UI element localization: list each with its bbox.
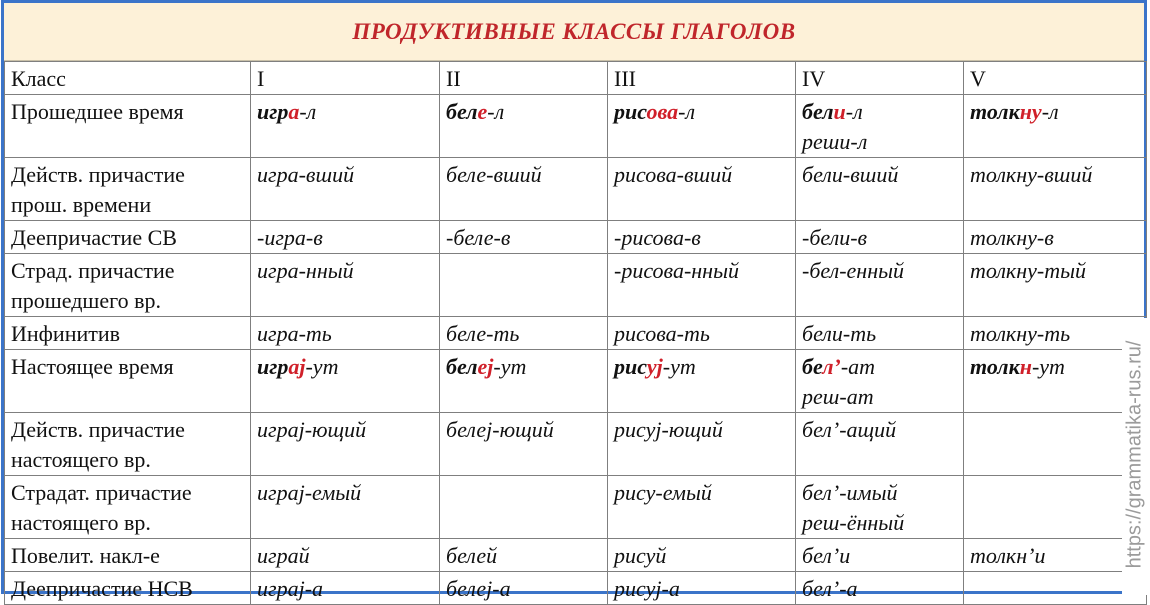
form-segment: -л (487, 99, 505, 124)
row-label-line: Повелит. накл-е (11, 543, 160, 568)
cell-class-iv (796, 476, 964, 539)
form-segment: играj-емый (257, 480, 362, 505)
cell-class-iv (796, 158, 964, 221)
form-segment: рисуj-ющий (614, 417, 723, 442)
form-line (446, 223, 601, 253)
row-label (5, 572, 251, 605)
form-segment: рисуj-а (614, 576, 680, 601)
form-segment: игра-вший (257, 162, 355, 187)
form-segment: толкну-вший (970, 162, 1093, 187)
row-label (5, 539, 251, 572)
form-line (970, 319, 1140, 349)
form-line (257, 574, 433, 604)
form-line (970, 223, 1140, 253)
form-segment: рисова-вший (614, 162, 733, 187)
form-line (802, 223, 957, 253)
form-line (257, 352, 433, 382)
cell-class-iii (608, 413, 796, 476)
form-line (614, 319, 789, 349)
form-segment: -бел-енный (802, 258, 905, 283)
cell-class-v (964, 95, 1147, 158)
cell-class-iii (608, 221, 796, 254)
form-line (257, 541, 433, 571)
cell-class-v (964, 158, 1147, 221)
form-segment: бел (802, 99, 834, 124)
cell-class-ii (440, 317, 608, 350)
form-line (802, 382, 957, 412)
form-segment: белеj-ющий (446, 417, 554, 442)
row-label-line: Страд. причастие (11, 258, 175, 283)
form-segment: реши-л (802, 129, 868, 154)
header-cell-iv: IV (796, 62, 964, 95)
form-segment: -ут (493, 354, 527, 379)
cell-class-i (251, 572, 440, 605)
highlighted-suffix: ова (646, 99, 679, 124)
form-line (802, 352, 957, 382)
form-segment: беле-вший (446, 162, 542, 187)
row-label-line: настоящего вр. (11, 447, 151, 472)
form-line (446, 541, 601, 571)
form-line (970, 541, 1140, 571)
row-label-line: прош. времени (11, 192, 152, 217)
watermark-text: https://grammatika-rus.ru/ (1123, 340, 1146, 569)
row-label-line: Инфинитив (11, 321, 121, 346)
header-row (5, 62, 1147, 95)
form-segment: толк (970, 354, 1020, 379)
form-line (614, 415, 789, 445)
table-row (5, 221, 1147, 254)
form-line (970, 256, 1140, 286)
cell-class-i (251, 539, 440, 572)
form-segment: толкну-ть (970, 321, 1071, 346)
cell-class-ii (440, 350, 608, 413)
row-label (5, 158, 251, 221)
cell-class-i (251, 254, 440, 317)
cell-class-ii (440, 95, 608, 158)
form-line (614, 574, 789, 604)
form-line (614, 352, 789, 382)
form-line (802, 256, 957, 286)
row-label (5, 221, 251, 254)
form-line (614, 478, 789, 508)
form-segment: -ут (305, 354, 339, 379)
form-segment: -л (678, 99, 696, 124)
form-segment: -ат (840, 354, 876, 379)
header-cell-iii: III (608, 62, 796, 95)
cell-class-v (964, 413, 1147, 476)
cell-class-i (251, 413, 440, 476)
row-label-line: Страдат. причастие (11, 480, 192, 505)
table-row (5, 350, 1147, 413)
cell-class-iv (796, 254, 964, 317)
table-row (5, 539, 1147, 572)
form-segment: ре (802, 384, 823, 409)
form-segment: рису-емый (614, 480, 712, 505)
form-line (802, 97, 957, 127)
form-segment: -игра-в (257, 225, 323, 250)
form-segment: играj-а (257, 576, 324, 601)
form-line (257, 478, 433, 508)
form-line (614, 160, 789, 190)
form-line (257, 223, 433, 253)
cell-class-v (964, 317, 1147, 350)
row-label (5, 350, 251, 413)
cell-class-iv (796, 95, 964, 158)
form-segment: белей (446, 543, 498, 568)
cell-class-iii (608, 254, 796, 317)
cell-class-v (964, 476, 1147, 539)
form-line (970, 97, 1140, 127)
cell-class-ii (440, 413, 608, 476)
cell-class-v (964, 350, 1147, 413)
table-row (5, 413, 1147, 476)
form-segment: -ут (662, 354, 696, 379)
row-label-line: Настоящее время (11, 354, 174, 379)
highlighted-suffix: н (1019, 354, 1032, 379)
form-line (257, 415, 433, 445)
header-cell-ii: II (440, 62, 608, 95)
table-row (5, 317, 1147, 350)
cell-class-iv (796, 572, 964, 605)
highlighted-suffix: а (288, 99, 300, 124)
form-line (614, 256, 789, 286)
form-segment: толкну-в (970, 225, 1054, 250)
form-line (802, 541, 957, 571)
form-segment: рисова-ть (614, 321, 710, 346)
cell-class-i (251, 317, 440, 350)
form-segment: -л (1041, 99, 1059, 124)
form-segment: толкн’и (970, 543, 1046, 568)
form-segment: рис (614, 99, 647, 124)
cell-class-i (251, 158, 440, 221)
page-title: ПРОДУКТИВНЫЕ КЛАССЫ ГЛАГОЛОВ (352, 19, 796, 44)
cell-class-iv (796, 350, 964, 413)
header-cell-class: Класс (5, 62, 251, 95)
form-line (446, 160, 601, 190)
form-line (257, 256, 433, 286)
form-line (802, 160, 957, 190)
form-line (802, 415, 957, 445)
verb-classes-table (4, 61, 1147, 605)
row-label (5, 254, 251, 317)
form-segment: толкну-тый (970, 258, 1087, 283)
form-line (446, 352, 601, 382)
cell-class-v (964, 539, 1147, 572)
row-label-line: Деепричастие СВ (11, 225, 177, 250)
highlighted-suffix: л’ (822, 354, 841, 379)
cell-class-iii (608, 317, 796, 350)
cell-class-iii (608, 572, 796, 605)
cell-class-ii (440, 572, 608, 605)
highlighted-suffix: и (833, 99, 846, 124)
form-segment: беле-ть (446, 321, 520, 346)
form-segment: бе (802, 354, 823, 379)
form-segment: бел’-ащий (802, 417, 897, 442)
form-segment: -бели-в (802, 225, 868, 250)
row-label (5, 476, 251, 539)
row-label-line: Действ. причастие (11, 162, 185, 187)
cell-class-v (964, 254, 1147, 317)
cell-class-i (251, 221, 440, 254)
form-segment: игр (257, 99, 289, 124)
form-segment: бел’и (802, 543, 851, 568)
cell-class-iv (796, 413, 964, 476)
form-segment: реш-ённый (802, 510, 905, 535)
highlighted-suffix: е (477, 99, 488, 124)
row-label-line: Деепричастие НСВ (11, 576, 193, 601)
form-segment: -л (299, 99, 317, 124)
cell-class-iii (608, 350, 796, 413)
form-line (614, 223, 789, 253)
cell-class-i (251, 350, 440, 413)
cell-class-ii (440, 476, 608, 539)
table-row (5, 254, 1147, 317)
cell-class-i (251, 95, 440, 158)
form-segment: рисуй (614, 543, 667, 568)
form-segment: белеj-а (446, 576, 511, 601)
form-segment: игра-нный (257, 258, 354, 283)
form-line (970, 352, 1140, 382)
cell-class-ii (440, 221, 608, 254)
form-segment: -беле-в (446, 225, 511, 250)
form-segment: -ат (839, 384, 874, 409)
form-line (802, 478, 957, 508)
form-segment: рис (614, 354, 647, 379)
cell-class-v (964, 221, 1147, 254)
row-label (5, 317, 251, 350)
form-segment: бели-ть (802, 321, 877, 346)
form-segment: игра-ть (257, 321, 332, 346)
cell-class-v (964, 572, 1147, 605)
form-line (257, 319, 433, 349)
header-cell-v: V (964, 62, 1147, 95)
form-segment: -ут (1031, 354, 1065, 379)
form-line (257, 97, 433, 127)
form-segment: бел’-имый (802, 480, 898, 505)
form-segment: бели-вший (802, 162, 899, 187)
form-line (802, 319, 957, 349)
cell-class-iv (796, 539, 964, 572)
form-line (970, 160, 1140, 190)
highlighted-suffix: ну (1019, 99, 1042, 124)
highlighted-suffix: уj (646, 354, 663, 379)
table-row (5, 95, 1147, 158)
form-line (446, 574, 601, 604)
row-label-line: прошедшего вр. (11, 288, 161, 313)
cell-class-ii (440, 158, 608, 221)
form-line (257, 160, 433, 190)
row-label (5, 95, 251, 158)
row-label-line: Прошедшее время (11, 99, 184, 124)
table-row (5, 158, 1147, 221)
form-segment: бел (446, 99, 478, 124)
cell-class-ii (440, 539, 608, 572)
form-segment: -рисова-нный (614, 258, 739, 283)
title-bar (4, 3, 1144, 61)
form-line (446, 415, 601, 445)
form-line (614, 97, 789, 127)
form-segment: бел’-а (802, 576, 858, 601)
table-body (5, 62, 1147, 605)
cell-class-iii (608, 95, 796, 158)
form-line (614, 541, 789, 571)
table-row (5, 572, 1147, 605)
form-line (446, 319, 601, 349)
cell-class-i (251, 476, 440, 539)
cell-class-iii (608, 539, 796, 572)
cell-class-iii (608, 158, 796, 221)
cell-class-iii (608, 476, 796, 539)
cell-class-ii (440, 254, 608, 317)
form-line (802, 127, 957, 157)
watermark (1122, 318, 1148, 595)
form-segment: игр (257, 354, 289, 379)
highlighted-suffix: aj (288, 354, 306, 379)
form-segment: -рисова-в (614, 225, 701, 250)
highlighted-suffix: ш (822, 384, 840, 409)
row-label-line: настоящего вр. (11, 510, 151, 535)
form-segment: бел (446, 354, 478, 379)
form-line (802, 508, 957, 538)
highlighted-suffix: ej (477, 354, 494, 379)
cell-class-iv (796, 317, 964, 350)
cell-class-iv (796, 221, 964, 254)
form-segment: толк (970, 99, 1020, 124)
form-line (446, 97, 601, 127)
row-label (5, 413, 251, 476)
header-cell-i: I (251, 62, 440, 95)
form-segment: играй (257, 543, 310, 568)
form-segment: -л (845, 99, 863, 124)
row-label-line: Действ. причастие (11, 417, 185, 442)
form-segment: играj-ющий (257, 417, 367, 442)
form-line (802, 574, 957, 604)
table-row (5, 476, 1147, 539)
